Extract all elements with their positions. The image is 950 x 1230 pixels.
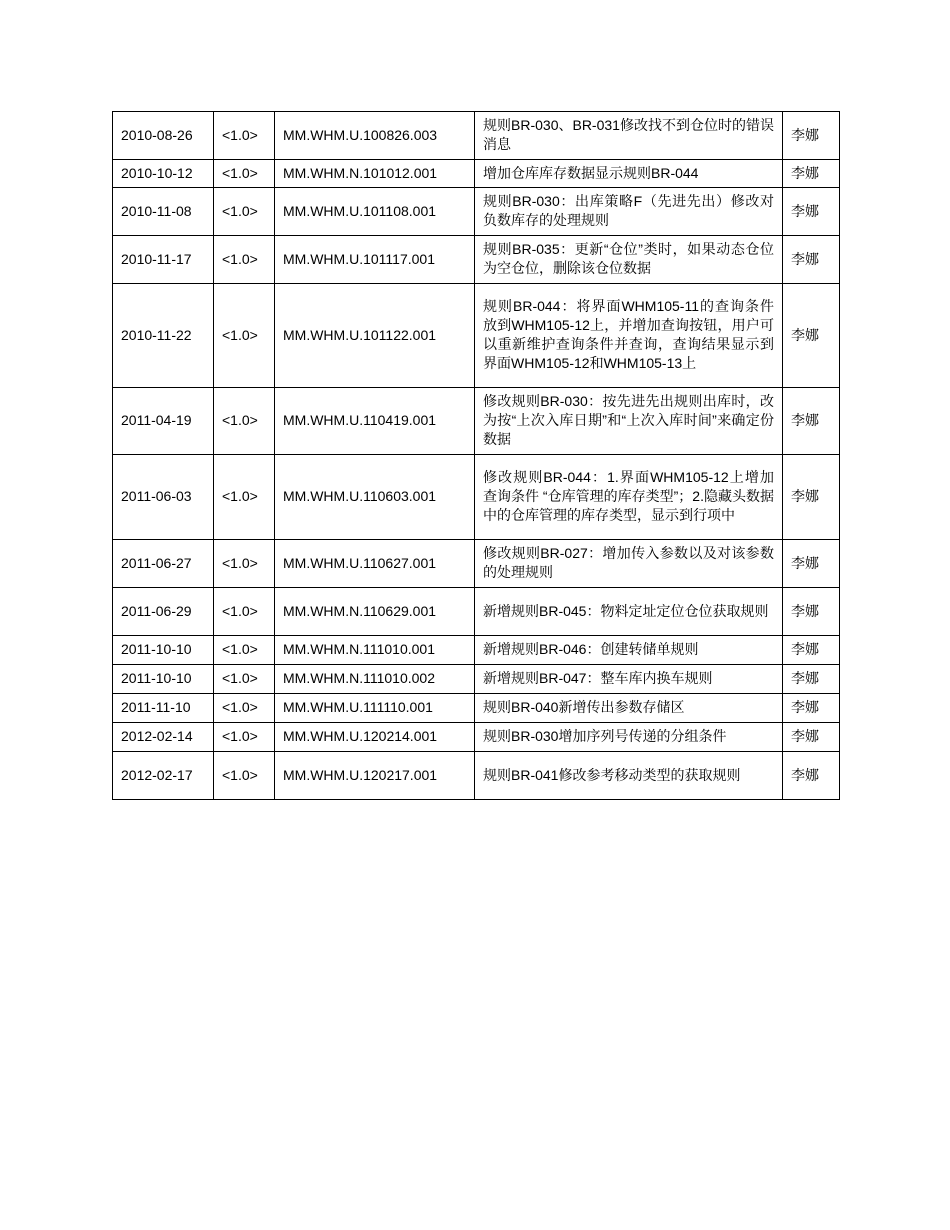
revision-description: 规则BR-035：更新“仓位”类时，如果动态仓位为空仓位，删除该仓位数据 — [475, 236, 783, 284]
revision-date: 2011-10-10 — [113, 636, 214, 665]
revision-author: 李娜 — [783, 455, 840, 540]
revision-description: 规则BR-030增加序列号传递的分组条件 — [475, 723, 783, 752]
revision-description: 规则BR-044：将界面WHM105-11的查询条件放到WHM105-12上，并增加查询按钮，用户可以重新维护查询条件并查询，查询结果显示到界面WHM105-12和WHM105-13上 — [475, 284, 783, 388]
revision-author: 李娜 — [783, 188, 840, 236]
table-row — [113, 723, 840, 752]
table-row — [113, 540, 840, 588]
table-row — [113, 160, 840, 188]
revision-description: 规则BR-030：出库策略F（先进先出）修改对负数库存的处理规则 — [475, 188, 783, 236]
table-row — [113, 694, 840, 723]
revision-id: MM.WHM.N.101012.001 — [275, 160, 475, 188]
revision-id: MM.WHM.U.111110.001 — [275, 694, 475, 723]
revision-date: 2012-02-17 — [113, 752, 214, 800]
revision-version: <1.0> — [214, 665, 275, 694]
revision-date: 2011-10-10 — [113, 665, 214, 694]
revision-description: 修改规则BR-027：增加传入参数以及对该参数的处理规则 — [475, 540, 783, 588]
revision-author: 李娜 — [783, 588, 840, 636]
revision-id: MM.WHM.N.111010.002 — [275, 665, 475, 694]
revision-version: <1.0> — [214, 752, 275, 800]
revision-id: MM.WHM.U.120214.001 — [275, 723, 475, 752]
revision-description: 新增规则BR-047：整车库内换车规则 — [475, 665, 783, 694]
revision-description: 新增规则BR-046：创建转储单规则 — [475, 636, 783, 665]
table-row — [113, 665, 840, 694]
revision-date: 2010-08-26 — [113, 112, 214, 160]
revision-author: 李娜 — [783, 388, 840, 455]
revision-version: <1.0> — [214, 236, 275, 284]
revision-author: 李娜 — [783, 694, 840, 723]
revision-description: 修改规则BR-044：1.界面WHM105-12上增加查询条件 “仓库管理的库存类型”；2.隐藏头数据中的仓库管理的库存类型，显示到行项中 — [475, 455, 783, 540]
table-row — [113, 112, 840, 160]
revision-id: MM.WHM.N.110629.001 — [275, 588, 475, 636]
revision-author: 李娜 — [783, 665, 840, 694]
revision-description: 规则BR-041修改参考移动类型的获取规则 — [475, 752, 783, 800]
revision-author: 李娜 — [783, 723, 840, 752]
revision-author: 李娜 — [783, 112, 840, 160]
revision-id: MM.WHM.U.120217.001 — [275, 752, 475, 800]
revision-history-table — [112, 111, 840, 800]
revision-date: 2011-04-19 — [113, 388, 214, 455]
revision-author: 李娜 — [783, 284, 840, 388]
table-row — [113, 636, 840, 665]
table-row — [113, 588, 840, 636]
table-row — [113, 188, 840, 236]
table-row — [113, 284, 840, 388]
revision-version: <1.0> — [214, 455, 275, 540]
revision-date: 2010-11-22 — [113, 284, 214, 388]
revision-author: 李娜 — [783, 236, 840, 284]
revision-author: 李娜 — [783, 160, 840, 188]
revision-version: <1.0> — [214, 388, 275, 455]
revision-id: MM.WHM.N.111010.001 — [275, 636, 475, 665]
revision-description: 增加仓库库存数据显示规则BR-044 — [475, 160, 783, 188]
revision-version: <1.0> — [214, 588, 275, 636]
revision-version: <1.0> — [214, 694, 275, 723]
table-row — [113, 455, 840, 540]
table-row — [113, 752, 840, 800]
revision-version: <1.0> — [214, 723, 275, 752]
revision-author: 李娜 — [783, 636, 840, 665]
revision-description: 规则BR-030、BR-031修改找不到仓位时的错误消息 — [475, 112, 783, 160]
revision-id: MM.WHM.U.110627.001 — [275, 540, 475, 588]
revision-version: <1.0> — [214, 540, 275, 588]
revision-author: 李娜 — [783, 752, 840, 800]
revision-author: 李娜 — [783, 540, 840, 588]
revision-description: 规则BR-040新增传出参数存储区 — [475, 694, 783, 723]
revision-description: 修改规则BR-030：按先进先出规则出库时，改为按“上次入库日期”和“上次入库时间”来确定份数据 — [475, 388, 783, 455]
table-row — [113, 388, 840, 455]
revision-version: <1.0> — [214, 188, 275, 236]
revision-id: MM.WHM.U.100826.003 — [275, 112, 475, 160]
revision-id: MM.WHM.U.101122.001 — [275, 284, 475, 388]
revision-date: 2011-06-03 — [113, 455, 214, 540]
revision-date: 2011-06-29 — [113, 588, 214, 636]
revision-table-body — [113, 112, 840, 800]
revision-version: <1.0> — [214, 284, 275, 388]
revision-description: 新增规则BR-045：物料定址定位仓位获取规则 — [475, 588, 783, 636]
revision-date: 2011-11-10 — [113, 694, 214, 723]
revision-date: 2010-10-12 — [113, 160, 214, 188]
revision-version: <1.0> — [214, 160, 275, 188]
table-row — [113, 236, 840, 284]
revision-date: 2011-06-27 — [113, 540, 214, 588]
revision-date: 2010-11-08 — [113, 188, 214, 236]
revision-version: <1.0> — [214, 112, 275, 160]
revision-date: 2010-11-17 — [113, 236, 214, 284]
revision-id: MM.WHM.U.101117.001 — [275, 236, 475, 284]
revision-date: 2012-02-14 — [113, 723, 214, 752]
revision-version: <1.0> — [214, 636, 275, 665]
revision-id: MM.WHM.U.110419.001 — [275, 388, 475, 455]
revision-id: MM.WHM.U.101108.001 — [275, 188, 475, 236]
revision-id: MM.WHM.U.110603.001 — [275, 455, 475, 540]
